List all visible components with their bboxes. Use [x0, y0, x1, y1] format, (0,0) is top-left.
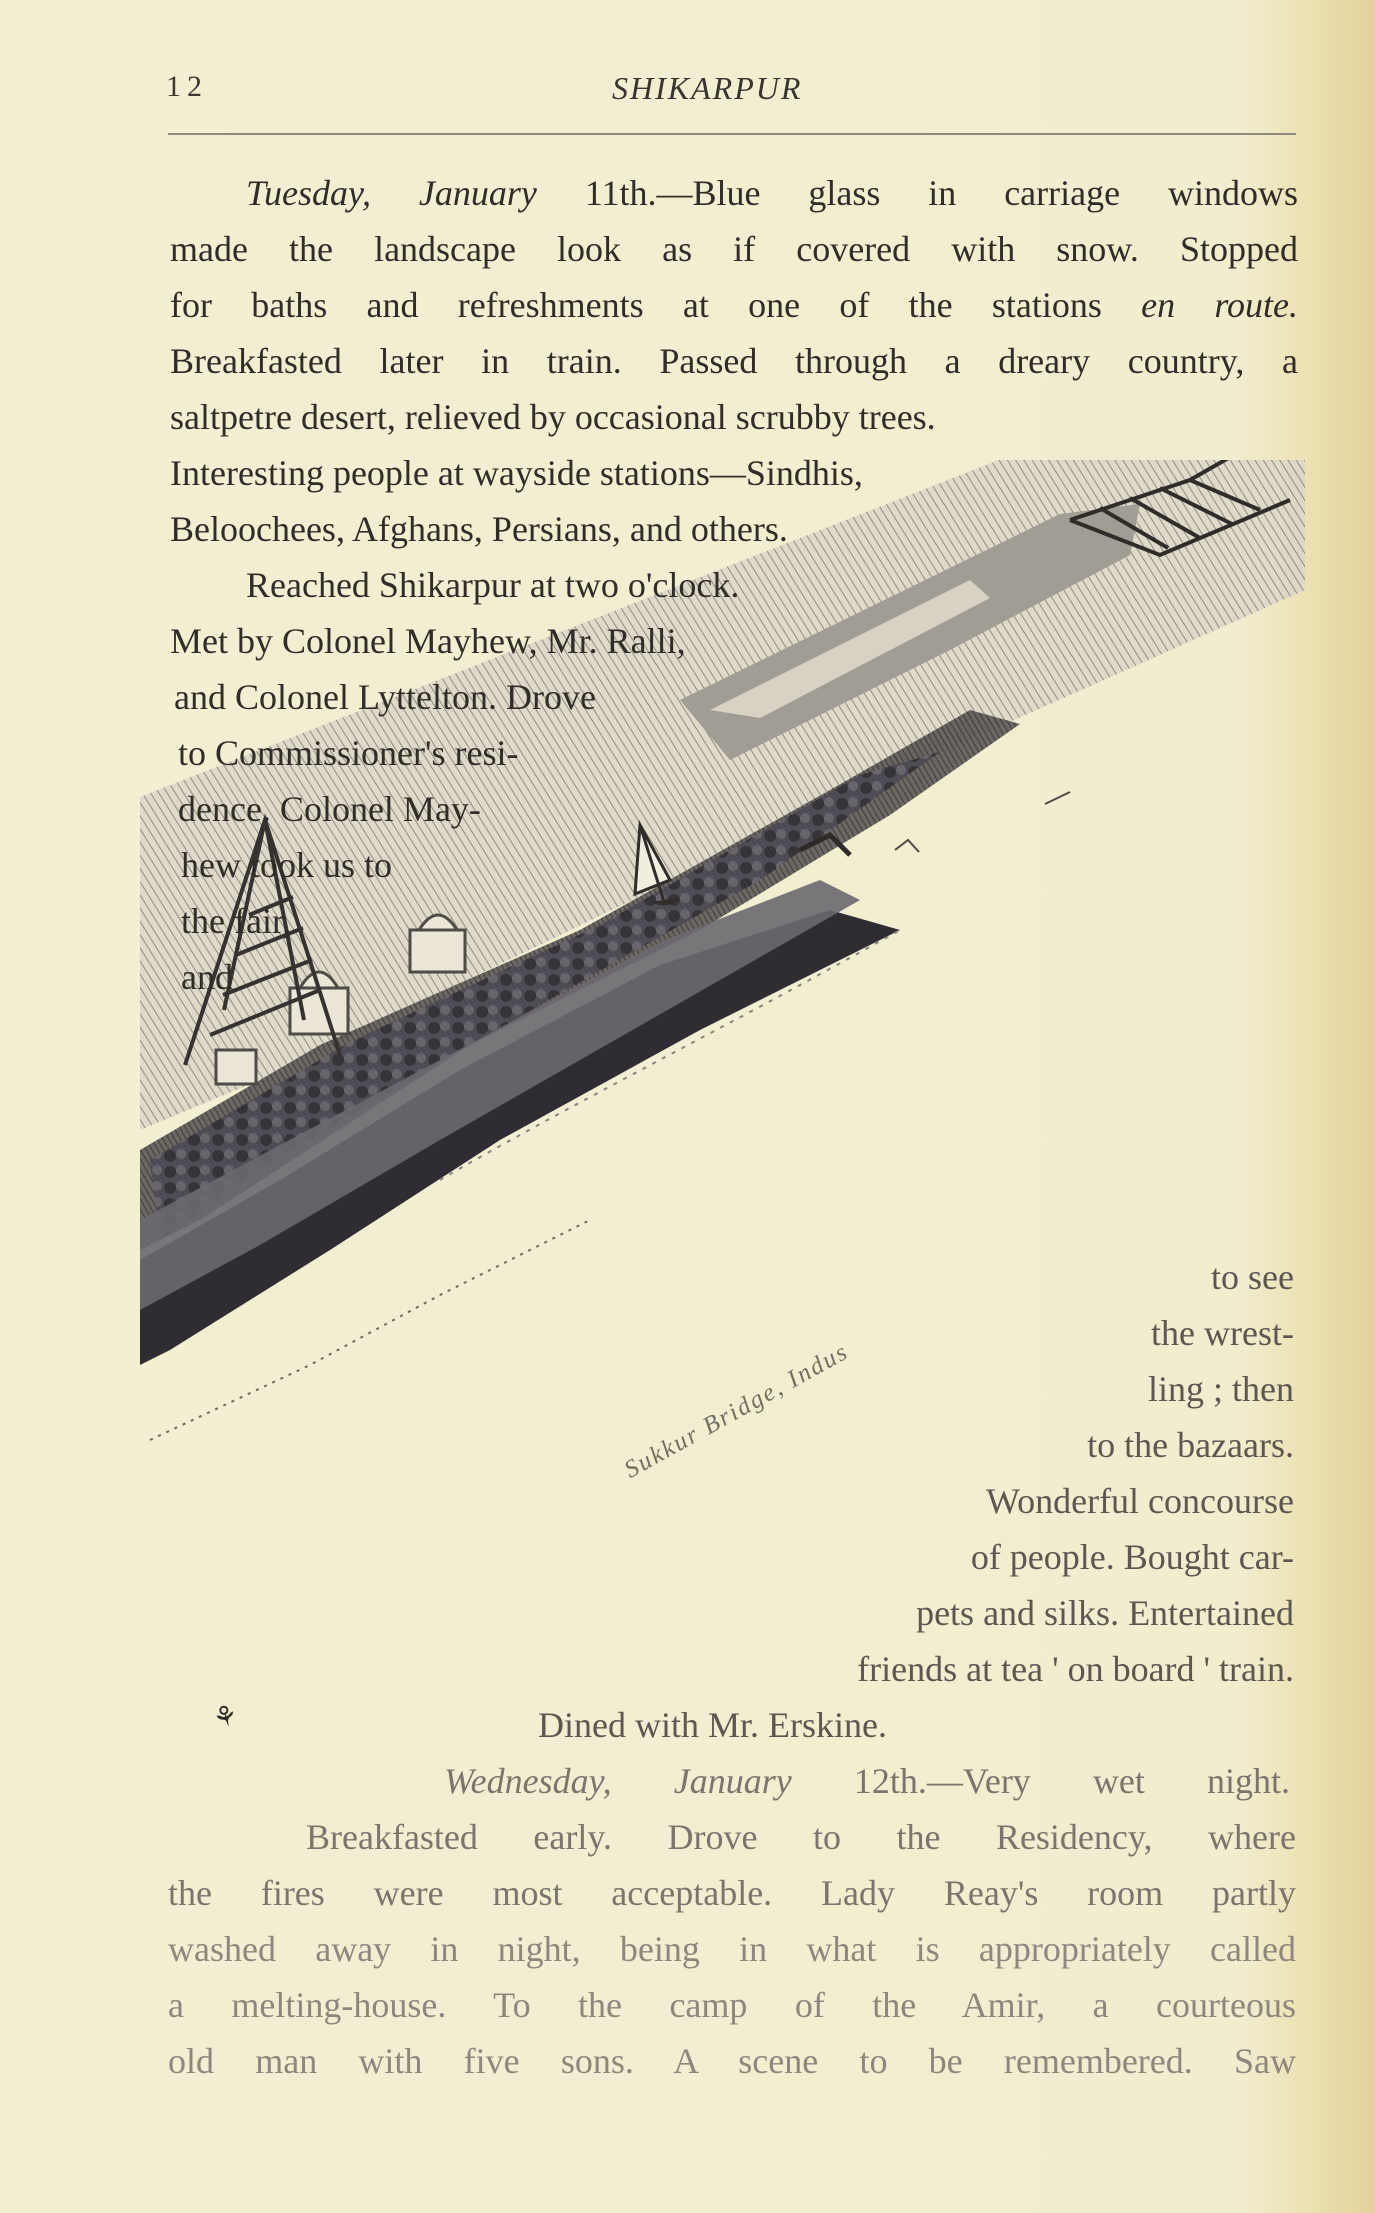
body-line-29: a melting-house. To the camp of the Amir, a courteous: [168, 1985, 1296, 2025]
engraver-mark: ⚘: [209, 1699, 243, 1736]
body-line-24: Dined with Mr. Erskine.: [538, 1705, 887, 1745]
bird-mark: [1045, 792, 1070, 804]
body-line-23: friends at tea ' on board ' train.: [857, 1649, 1294, 1689]
body-line-2: made the landscape look as if covered with snow. Stopped: [170, 229, 1298, 269]
body-line-5: saltpetre desert, relieved by occasional scrubby trees.: [170, 397, 936, 437]
body-line-12: dence. Colonel May-: [178, 789, 481, 829]
body-line-7: Beloochees, Afghans, Persians, and others.: [170, 509, 788, 549]
body-line-3: for baths and refreshments at one of the stations en route.: [170, 285, 1298, 325]
body-line-25: Wednesday, January 12th.—Very wet night.: [444, 1761, 1290, 1801]
body-line-9: Met by Colonel Mayhew, Mr. Ralli,: [170, 621, 686, 661]
header-rule: [168, 133, 1296, 135]
body-line-4: Breakfasted later in train. Passed through a dreary country, a: [170, 341, 1298, 381]
body-line-20: Wonderful concourse: [986, 1481, 1294, 1521]
body-line-18: ling ; then: [1148, 1369, 1294, 1409]
body-line-1: Tuesday, January 11th.—Blue glass in carriage windows: [246, 173, 1299, 213]
body-line-17: the wrest-: [1151, 1313, 1294, 1353]
body-line-14: the fair,: [181, 901, 292, 941]
body-line-6: Interesting people at wayside stations—Sindhis,: [170, 453, 863, 493]
bird-mark: [895, 840, 919, 852]
body-line-22: pets and silks. Entertained: [916, 1593, 1294, 1633]
illustration-caption: Sukkur Bridge, Indus: [620, 1337, 854, 1484]
body-line-19: to the bazaars.: [1087, 1425, 1294, 1465]
body-line-15: and: [181, 957, 233, 997]
page-number: 12: [166, 70, 208, 103]
body-line-10: and Colonel Lyttelton. Drove: [174, 677, 596, 717]
body-line-30: old man with five sons. A scene to be remembered. Saw: [168, 2041, 1296, 2081]
running-head: SHIKARPUR: [612, 70, 803, 106]
body-line-13: hew took us to: [181, 845, 392, 885]
body-line-27: the fires were most acceptable. Lady Reay's room partly: [168, 1873, 1296, 1913]
body-line-21: of people. Bought car-: [970, 1537, 1294, 1577]
body-line-28: washed away in night, being in what is appropriately called: [168, 1929, 1296, 1969]
body-line-11: to Commissioner's resi-: [178, 733, 519, 773]
body-line-26: Breakfasted early. Drove to the Residency, where: [306, 1817, 1296, 1857]
body-line-8: Reached Shikarpur at two o'clock.: [246, 565, 740, 605]
body-line-16: to see: [1211, 1257, 1294, 1297]
